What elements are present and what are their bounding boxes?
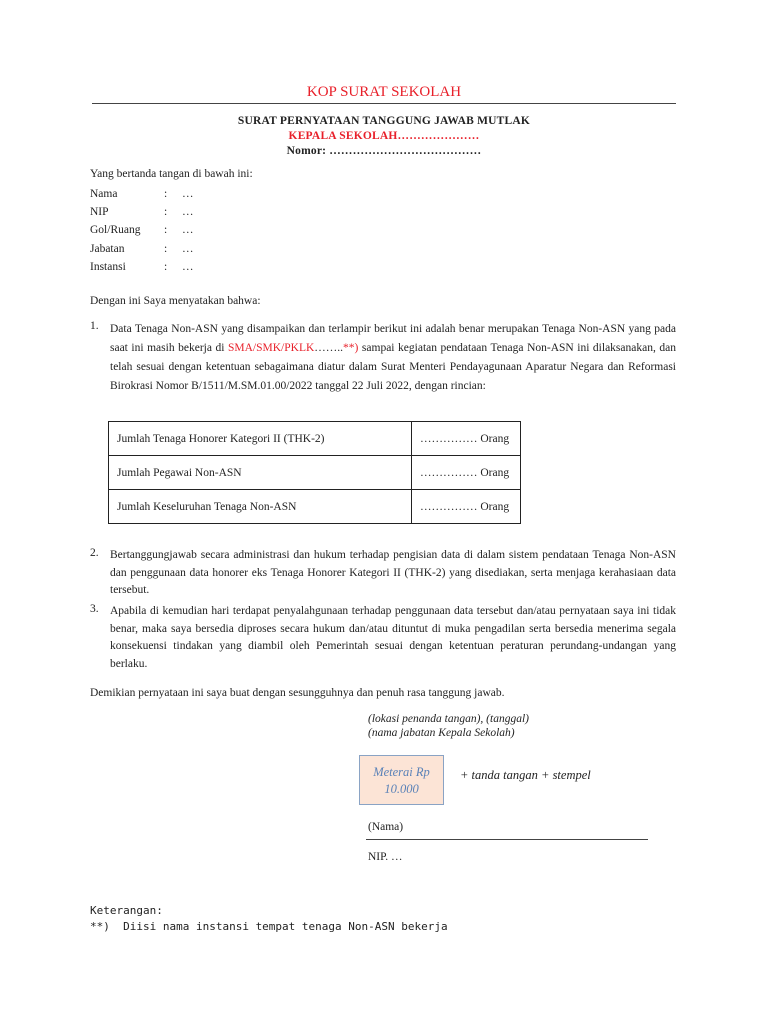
identity-colon: : <box>164 188 168 200</box>
place-date: (lokasi penanda tangan), (tanggal) <box>368 713 529 725</box>
table-cell-label: Jumlah Pegawai Non-ASN <box>109 456 412 490</box>
notes-title: Keterangan: <box>90 904 163 917</box>
letterhead-divider <box>92 103 676 104</box>
table-cell-value: …………… Orang <box>412 456 521 490</box>
identity-label: Gol/Ruang <box>90 224 141 236</box>
identity-colon: : <box>164 243 168 255</box>
school-type-placeholder: SMA/SMK/PKLK <box>228 342 315 354</box>
table-row <box>109 490 521 524</box>
document-number: Nomor: ………………………………… <box>286 145 482 157</box>
identity-colon: : <box>164 261 168 273</box>
document-subtitle: KEPALA SEKOLAH………………… <box>288 130 480 142</box>
list-text: Bertanggungjawab secara administrasi dan hukum terhadap pengisian data di dalam sistem pendataan Tenaga Non-ASN dan penggunaan data honorer eks Tenaga Honorer Kategori II (THK-2) yang disediakan, serta menjaga kerahasiaan data tersebut. <box>110 549 676 596</box>
table-cell-label: Jumlah Keseluruhan Tenaga Non-ASN <box>109 490 412 524</box>
list-item-3 <box>90 603 676 675</box>
identity-label: Instansi <box>90 261 126 273</box>
note-reference: **) <box>343 342 359 354</box>
identity-colon: : <box>164 206 168 218</box>
signature-note: + tanda tangan + stempel <box>460 768 591 782</box>
statement-intro: Dengan ini Saya menyatakan bahwa: <box>90 295 261 307</box>
list-text: Data Tenaga Non-ASN yang disampaikan dan terlampir berikut ini adalah benar merupakan Tenaga Non-ASN yang pada saat ini masih bekerja di SMA/SMK/PKLK……..**) sampai kegiatan pendataan Tenaga Non-ASN ini dilaksanakan, dan telah sesuai dengan ketentuan sebagaimana diatur dalam Surat Menteri Pendayagunaan Aparatur Negara dan Reformasi Birokrasi Nomor B/1511/M.SM.01.00/2022 tanggal 22 Juli 2022, dengan rincian: <box>110 323 676 392</box>
meterai-amount: 10.000 <box>384 782 419 796</box>
table-row <box>109 456 521 490</box>
intro-text: Yang bertanda tangan di bawah ini: <box>90 168 253 180</box>
list-item-1 <box>90 320 676 415</box>
list-number: 2. <box>90 547 99 559</box>
signer-position: (nama jabatan Kepala Sekolah) <box>368 727 515 739</box>
signature-line <box>366 839 648 840</box>
identity-value: … <box>182 206 194 218</box>
identity-value: … <box>182 243 194 255</box>
list-number: 1. <box>90 320 99 332</box>
list-item-2 <box>90 547 676 601</box>
identity-label: Jabatan <box>90 243 125 255</box>
identity-value: … <box>182 261 194 273</box>
rincian-table <box>108 421 521 524</box>
letterhead-title: KOP SURAT SEKOLAH <box>306 84 462 100</box>
list-number: 3. <box>90 603 99 615</box>
identity-label: NIP <box>90 206 109 218</box>
table-cell-value: …………… Orang <box>412 422 521 456</box>
meterai-stamp <box>359 755 444 805</box>
notes-item: **) Diisi nama instansi tempat tenaga Non-ASN bekerja <box>90 920 448 933</box>
table-cell-label: Jumlah Tenaga Honorer Kategori II (THK-2) <box>109 422 412 456</box>
identity-value: … <box>182 224 194 236</box>
identity-colon: : <box>164 224 168 236</box>
document-title: SURAT PERNYATAAN TANGGUNG JAWAB MUTLAK <box>237 115 531 127</box>
signer-name: (Nama) <box>368 821 404 833</box>
closing-statement: Demikian pernyataan ini saya buat dengan sesungguhnya dan penuh rasa tanggung jawab. <box>90 687 505 699</box>
signer-nip: NIP. … <box>368 851 403 863</box>
meterai-label: Meterai Rp <box>373 765 430 779</box>
table-cell-value: …………… Orang <box>412 490 521 524</box>
table-row <box>109 422 521 456</box>
list-text: Apabila di kemudian hari terdapat penyalahgunaan terhadap penggunaan data tersebut dan/atau pernyataan saya ini tidak benar, maka saya bersedia diproses secara hukum dan/atau dituntut di muka pengadilan serta bersedia menerima segala konsekuensi tindakan yang diambil oleh Pemerintah sesuai dengan ketentuan peraturan perundang-undangan yang berlaku. <box>110 605 676 670</box>
identity-label: Nama <box>90 188 118 200</box>
identity-value: … <box>182 188 194 200</box>
